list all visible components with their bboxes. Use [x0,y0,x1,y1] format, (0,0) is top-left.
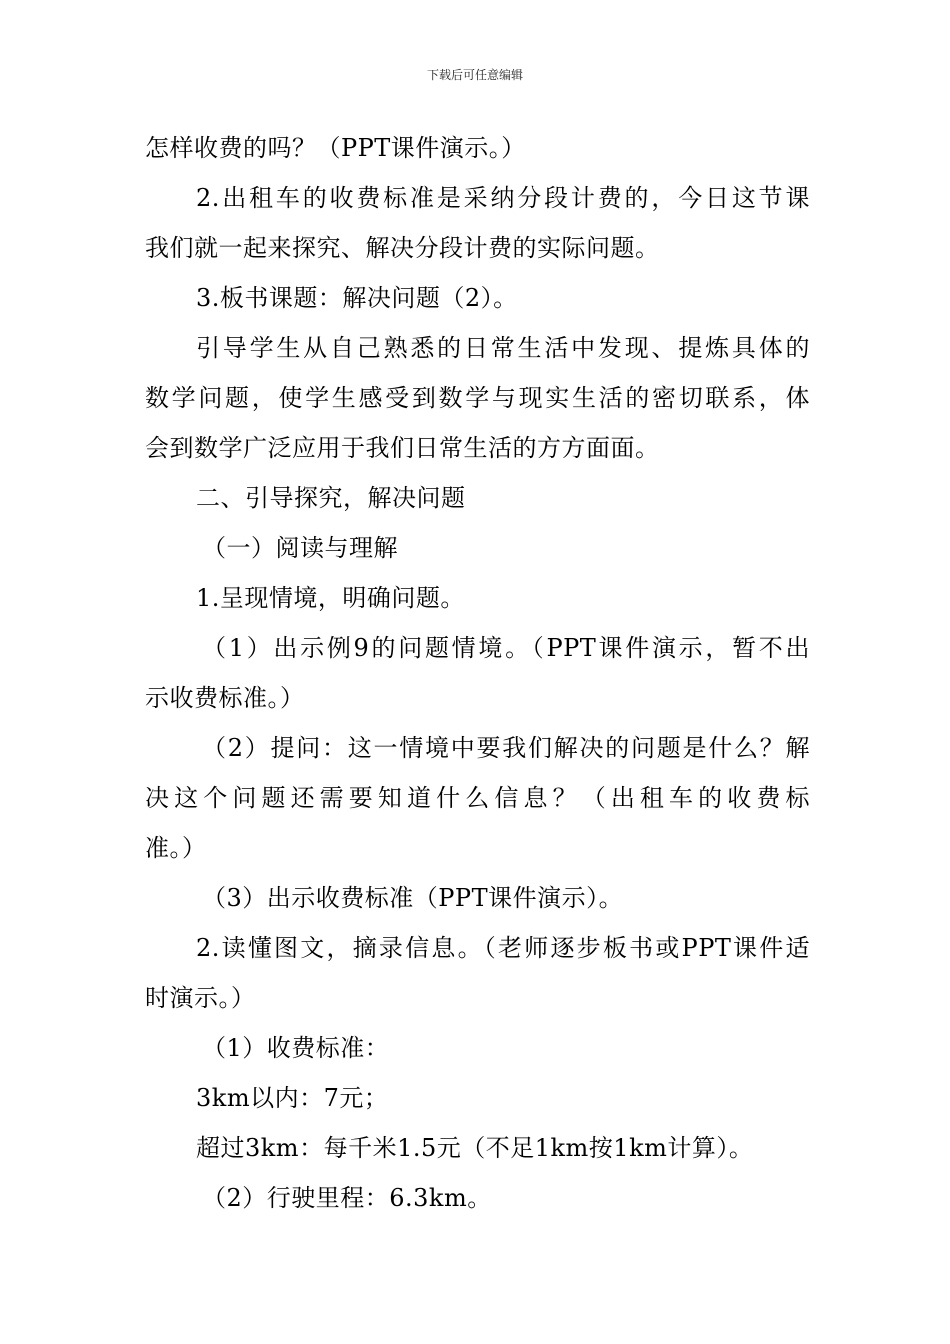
text-line: 2.读懂图文，摘录信息。（老师逐步板书或PPT课件适 [196,934,810,962]
text-line: 怎样收费的吗？（PPT课件演示。） [145,134,526,162]
text-line: 2.出租车的收费标准是采纳分段计费的，今日这节课 [196,184,810,212]
page-header: 下载后可任意编辑 [426,68,523,82]
text-line: 我们就一起来探究、解决分段计费的实际问题。 [145,234,660,262]
text-line: 准。） [145,834,207,862]
text-line: （2）行驶里程：6.3km。 [202,1184,492,1212]
text-line: （1）收费标准： [202,1034,390,1062]
text-line: 3km以内：7元； [196,1084,389,1112]
text-line: 数学问题，使学生感受到数学与现实生活的密切联系，体 [145,384,810,412]
text-line: （1）出示例9的问题情境。（PPT课件演示，暂不出 [202,634,810,662]
subsection-heading: （一）阅读与理解 [202,534,398,562]
text-line: （2）提问：这一情境中要我们解决的问题是什么？解 [202,734,810,762]
text-line: 超过3km：每千米1.5元（不足1km按1km计算）。 [196,1134,754,1162]
text-line: 3.板书课题：解决问题（2）。 [196,284,518,312]
text-line: 1.呈现情境，明确问题。 [196,584,465,612]
section-heading: 二、引导探究，解决问题 [196,484,466,512]
text-line: 会到数学广泛应用于我们日常生活的方方面面。 [145,434,660,462]
text-line: 引导学生从自己熟悉的日常生活中发现、提炼具体的 [196,334,810,362]
text-line: 时演示。） [145,984,256,1012]
text-line: 示收费标准。） [145,684,305,712]
text-line: 决这个问题还需要知道什么信息？（出租车的收费标 [145,784,810,812]
text-line: （3）出示收费标准（PPT课件演示）。 [202,884,624,912]
